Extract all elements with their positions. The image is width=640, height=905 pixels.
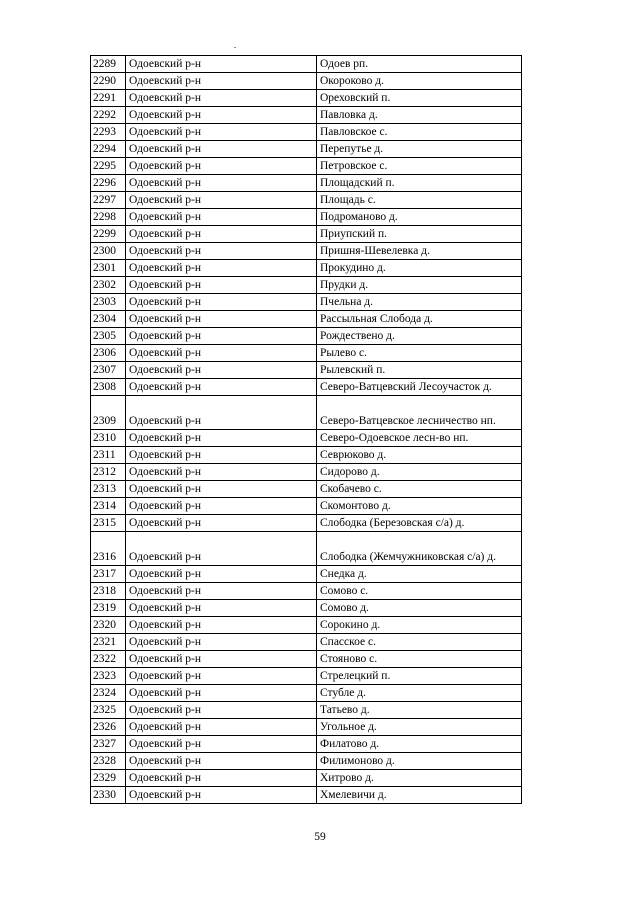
- row-settlement: Подроманово д.: [317, 209, 522, 226]
- table-row: [91, 651, 522, 668]
- row-number: 2315: [91, 515, 126, 532]
- row-number: 2297: [91, 192, 126, 209]
- row-district: Одоевский р-н: [126, 379, 317, 396]
- table-row: [91, 260, 522, 277]
- row-district: Одоевский р-н: [126, 464, 317, 481]
- row-number: 2292: [91, 107, 126, 124]
- row-settlement: Сомово с.: [317, 583, 522, 600]
- row-number: 2302: [91, 277, 126, 294]
- row-number: 2289: [91, 56, 126, 73]
- row-number: 2296: [91, 175, 126, 192]
- row-number: 2308: [91, 379, 126, 396]
- row-settlement: Рождествено д.: [317, 328, 522, 345]
- row-district: Одоевский р-н: [126, 243, 317, 260]
- table-row: [91, 702, 522, 719]
- row-district: Одоевский р-н: [126, 345, 317, 362]
- table-row: [91, 787, 522, 804]
- table-row: [91, 600, 522, 617]
- row-number: 2312: [91, 464, 126, 481]
- row-settlement: Павловка д.: [317, 107, 522, 124]
- row-district: Одоевский р-н: [126, 141, 317, 158]
- table-row: [91, 362, 522, 379]
- row-district: Одоевский р-н: [126, 90, 317, 107]
- row-settlement: Татьево д.: [317, 702, 522, 719]
- table-body: [91, 56, 522, 804]
- table-row: [91, 685, 522, 702]
- row-number: 2291: [91, 90, 126, 107]
- row-district: Одоевский р-н: [126, 498, 317, 515]
- table-row: [91, 668, 522, 685]
- row-district: Одоевский р-н: [126, 532, 317, 566]
- table-row: [91, 515, 522, 532]
- row-district: Одоевский р-н: [126, 583, 317, 600]
- table-row: [91, 158, 522, 175]
- page-number: 59: [314, 831, 326, 843]
- row-district: Одоевский р-н: [126, 651, 317, 668]
- row-settlement: Северо-Ватцевское лесничество нп.: [317, 396, 522, 430]
- table-row: [91, 294, 522, 311]
- table-row: [91, 226, 522, 243]
- row-settlement: Пчельна д.: [317, 294, 522, 311]
- row-settlement: Перепутье д.: [317, 141, 522, 158]
- row-number: 2327: [91, 736, 126, 753]
- row-settlement: Рылевский п.: [317, 362, 522, 379]
- row-number: 2320: [91, 617, 126, 634]
- row-number: 2314: [91, 498, 126, 515]
- scan-artifact: [234, 47, 236, 48]
- row-number: 2290: [91, 73, 126, 90]
- row-settlement: Стубле д.: [317, 685, 522, 702]
- table-row: [91, 73, 522, 90]
- row-number: 2303: [91, 294, 126, 311]
- row-district: Одоевский р-н: [126, 566, 317, 583]
- table-row: [91, 753, 522, 770]
- row-district: Одоевский р-н: [126, 770, 317, 787]
- table-row: [91, 90, 522, 107]
- row-settlement: Прудки д.: [317, 277, 522, 294]
- row-district: Одоевский р-н: [126, 481, 317, 498]
- row-district: Одоевский р-н: [126, 447, 317, 464]
- row-settlement: Филимоново д.: [317, 753, 522, 770]
- table-row: [91, 311, 522, 328]
- row-district: Одоевский р-н: [126, 294, 317, 311]
- row-district: Одоевский р-н: [126, 396, 317, 430]
- row-settlement: Рылево с.: [317, 345, 522, 362]
- row-settlement: Слободка (Березовская с/а) д.: [317, 515, 522, 532]
- row-number: 2316: [91, 532, 126, 566]
- row-district: Одоевский р-н: [126, 702, 317, 719]
- row-number: 2301: [91, 260, 126, 277]
- row-district: Одоевский р-н: [126, 753, 317, 770]
- row-number: 2293: [91, 124, 126, 141]
- row-settlement: Прокудино д.: [317, 260, 522, 277]
- table-row: [91, 345, 522, 362]
- row-number: 2313: [91, 481, 126, 498]
- row-district: Одоевский р-н: [126, 515, 317, 532]
- table-row: [91, 583, 522, 600]
- row-settlement: Окороково д.: [317, 73, 522, 90]
- row-settlement: Северо-Ватцевский Лесоучасток д.: [317, 379, 522, 396]
- row-number: 2294: [91, 141, 126, 158]
- row-number: 2321: [91, 634, 126, 651]
- row-settlement: Хитрово д.: [317, 770, 522, 787]
- table-row: [91, 566, 522, 583]
- table-row: [91, 328, 522, 345]
- row-number: 2311: [91, 447, 126, 464]
- row-number: 2322: [91, 651, 126, 668]
- row-settlement: Сидорово д.: [317, 464, 522, 481]
- row-number: 2323: [91, 668, 126, 685]
- row-settlement: Снедка д.: [317, 566, 522, 583]
- row-district: Одоевский р-н: [126, 311, 317, 328]
- row-settlement: Пришня-Шевелевка д.: [317, 243, 522, 260]
- row-number: 2310: [91, 430, 126, 447]
- row-district: Одоевский р-н: [126, 73, 317, 90]
- row-settlement: Спасское с.: [317, 634, 522, 651]
- row-number: 2295: [91, 158, 126, 175]
- row-number: 2319: [91, 600, 126, 617]
- row-district: Одоевский р-н: [126, 634, 317, 651]
- row-settlement: Площадский п.: [317, 175, 522, 192]
- row-number: 2318: [91, 583, 126, 600]
- table-row: [91, 617, 522, 634]
- row-number: 2300: [91, 243, 126, 260]
- row-settlement: Ореховский п.: [317, 90, 522, 107]
- table-row: [91, 277, 522, 294]
- row-district: Одоевский р-н: [126, 107, 317, 124]
- row-settlement: Угольное д.: [317, 719, 522, 736]
- row-number: 2309: [91, 396, 126, 430]
- row-district: Одоевский р-н: [126, 158, 317, 175]
- row-number: 2326: [91, 719, 126, 736]
- row-settlement: Рассыльная Слобода д.: [317, 311, 522, 328]
- table-row: [91, 498, 522, 515]
- row-settlement: Площадь с.: [317, 192, 522, 209]
- row-district: Одоевский р-н: [126, 736, 317, 753]
- row-number: 2299: [91, 226, 126, 243]
- table-row: [91, 634, 522, 651]
- table-row: [91, 464, 522, 481]
- row-number: 2328: [91, 753, 126, 770]
- row-settlement: Стояново с.: [317, 651, 522, 668]
- row-number: 2307: [91, 362, 126, 379]
- row-settlement: Скобачево с.: [317, 481, 522, 498]
- row-settlement: Сорокино д.: [317, 617, 522, 634]
- table-row: [91, 770, 522, 787]
- row-number: 2305: [91, 328, 126, 345]
- row-number: 2317: [91, 566, 126, 583]
- row-number: 2325: [91, 702, 126, 719]
- table-row: [91, 209, 522, 226]
- row-settlement: Сомово д.: [317, 600, 522, 617]
- row-number: 2304: [91, 311, 126, 328]
- row-number: 2329: [91, 770, 126, 787]
- row-number: 2330: [91, 787, 126, 804]
- row-settlement: Одоев рп.: [317, 56, 522, 73]
- row-district: Одоевский р-н: [126, 56, 317, 73]
- table-row: [91, 192, 522, 209]
- row-district: Одоевский р-н: [126, 617, 317, 634]
- row-district: Одоевский р-н: [126, 175, 317, 192]
- row-district: Одоевский р-н: [126, 362, 317, 379]
- table-row: [91, 430, 522, 447]
- row-settlement: Северо-Одоевское лесн-во нп.: [317, 430, 522, 447]
- table-row: [91, 175, 522, 192]
- row-settlement: Скомонтово д.: [317, 498, 522, 515]
- settlements-table: [90, 55, 522, 804]
- row-district: Одоевский р-н: [126, 787, 317, 804]
- row-district: Одоевский р-н: [126, 430, 317, 447]
- row-settlement: Слободка (Жемчужниковская с/а) д.: [317, 532, 522, 566]
- row-district: Одоевский р-н: [126, 209, 317, 226]
- row-settlement: Приупский п.: [317, 226, 522, 243]
- row-district: Одоевский р-н: [126, 600, 317, 617]
- table-row: [91, 243, 522, 260]
- row-number: 2324: [91, 685, 126, 702]
- row-district: Одоевский р-н: [126, 685, 317, 702]
- row-settlement: Стрелецкий п.: [317, 668, 522, 685]
- table-row: [91, 736, 522, 753]
- table-row: [91, 56, 522, 73]
- row-district: Одоевский р-н: [126, 124, 317, 141]
- row-settlement: Павловское с.: [317, 124, 522, 141]
- row-district: Одоевский р-н: [126, 192, 317, 209]
- table-row: [91, 124, 522, 141]
- row-district: Одоевский р-н: [126, 226, 317, 243]
- row-settlement: Хмелевичи д.: [317, 787, 522, 804]
- table-row: [91, 141, 522, 158]
- row-number: 2298: [91, 209, 126, 226]
- table-row: [91, 447, 522, 464]
- row-settlement: Филатово д.: [317, 736, 522, 753]
- row-district: Одоевский р-н: [126, 260, 317, 277]
- row-settlement: Севрюково д.: [317, 447, 522, 464]
- table-row: [91, 107, 522, 124]
- table-row: [91, 532, 522, 566]
- row-district: Одоевский р-н: [126, 328, 317, 345]
- row-district: Одоевский р-н: [126, 719, 317, 736]
- row-district: Одоевский р-н: [126, 277, 317, 294]
- table-row: [91, 719, 522, 736]
- row-number: 2306: [91, 345, 126, 362]
- table-row: [91, 379, 522, 396]
- table-row: [91, 481, 522, 498]
- row-district: Одоевский р-н: [126, 668, 317, 685]
- table-row: [91, 396, 522, 430]
- row-settlement: Петровское с.: [317, 158, 522, 175]
